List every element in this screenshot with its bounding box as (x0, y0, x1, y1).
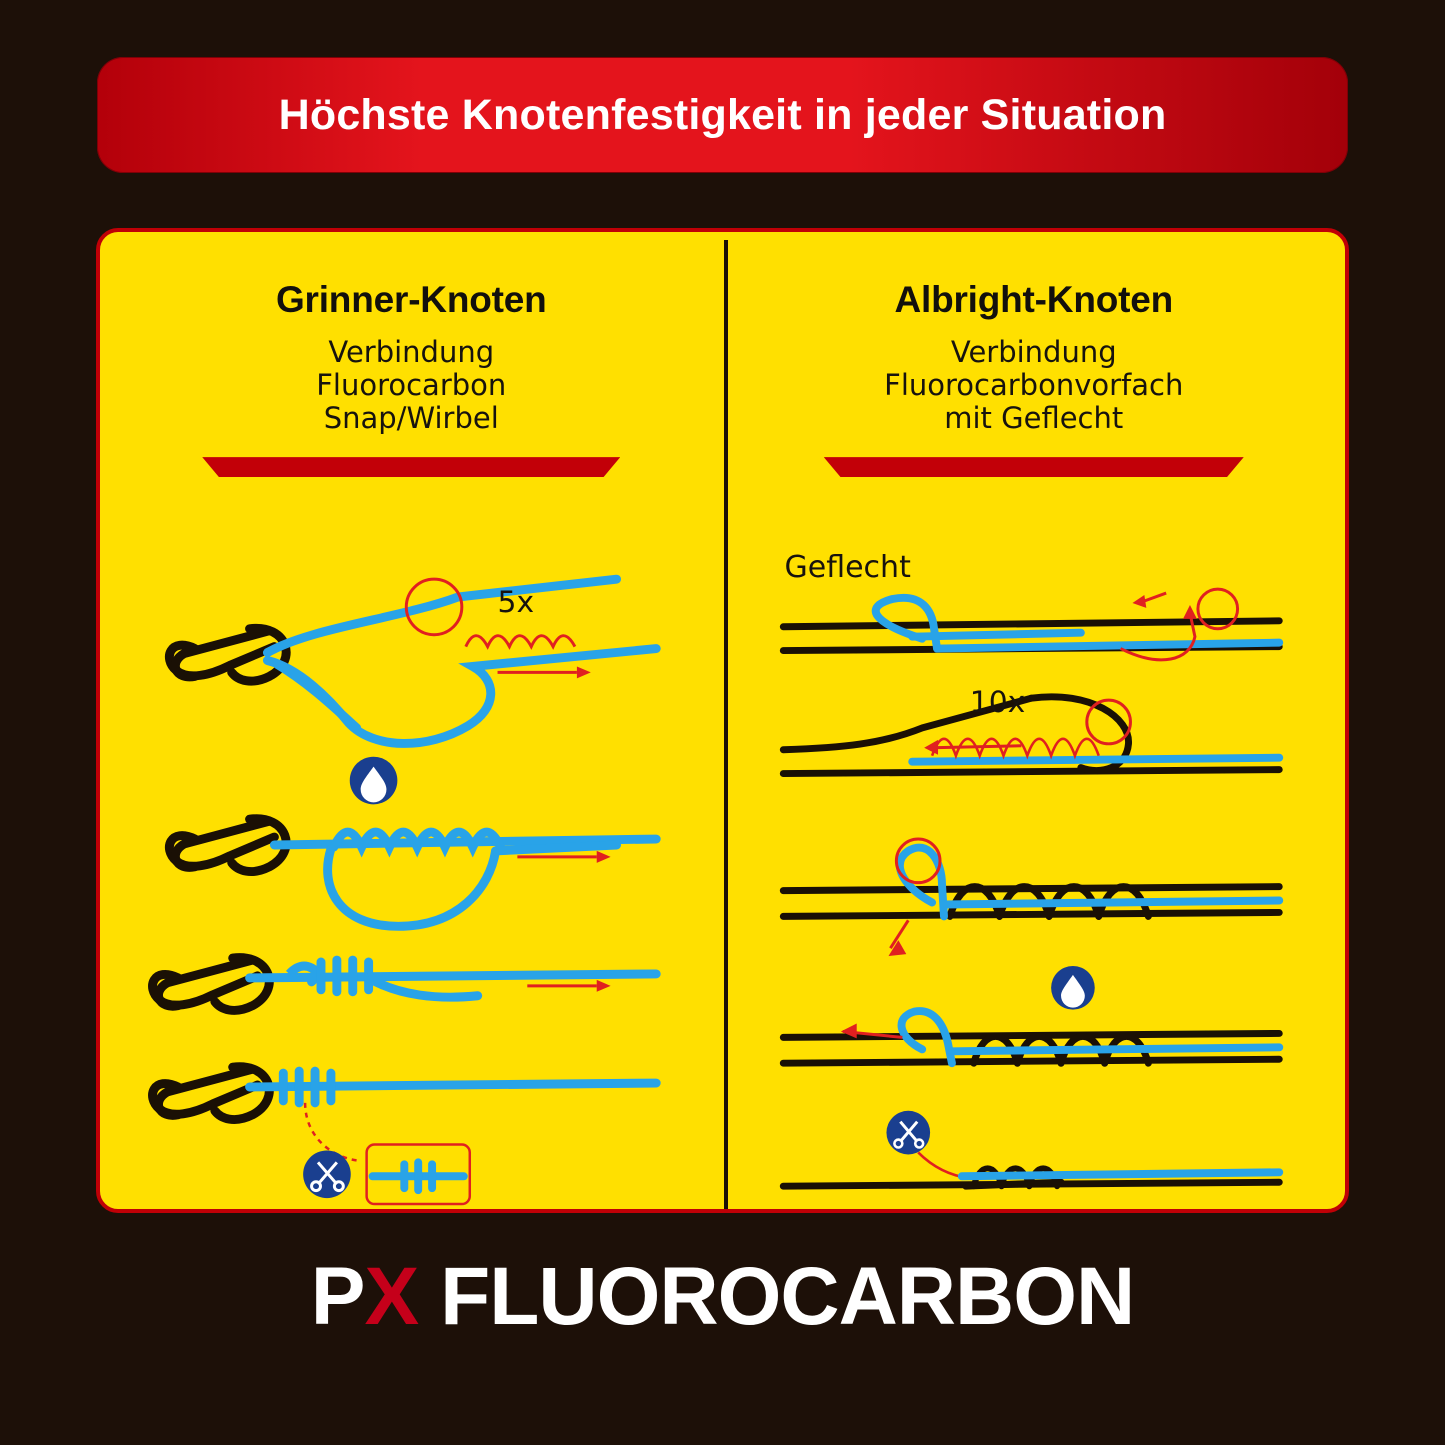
water-drop-icon (350, 757, 398, 805)
subtitle-line: Fluorocarbon (316, 368, 507, 403)
grinner-step-4 (153, 1067, 657, 1204)
scissors-icon (886, 1111, 930, 1155)
knot-panel-grinner (100, 232, 723, 1209)
subtitle-line: Snap/Wirbel (323, 401, 499, 436)
footer-brand (0, 1250, 1445, 1344)
brand-p: P (310, 1251, 365, 1342)
knot-panel-albright (723, 232, 1346, 1209)
grinner-step-1 (169, 579, 656, 743)
subtitle-line: Verbindung (328, 335, 495, 369)
albright-knot-diagram (723, 232, 1346, 1209)
grinner-step-3 (153, 958, 657, 1011)
grinner-step-2 (169, 819, 656, 927)
subtitle-line: Verbindung (950, 335, 1117, 369)
braid-line-label: Geflecht (784, 550, 911, 585)
subtitle-line: Fluorocarbonvorfach (884, 368, 1184, 403)
brand-lockup (0, 1250, 1445, 1344)
brand-x: X (364, 1251, 419, 1342)
panel-divider (724, 240, 728, 1209)
knot-detail-inset (367, 1145, 470, 1205)
albright-step-4 (783, 1011, 1279, 1063)
wrap-count-label-grinner: 5x (497, 584, 535, 620)
subtitle-line: mit Geflecht (944, 401, 1124, 436)
albright-step-2 (783, 685, 1279, 773)
page-title: Höchste Knotenfestigkeit in jeder Situation (278, 90, 1167, 139)
header-banner (97, 57, 1348, 173)
instruction-card (96, 228, 1349, 1213)
albright-step-1 (783, 589, 1279, 660)
brand-main: FLUOROCARBON (440, 1251, 1135, 1342)
albright-step-5 (783, 1111, 1279, 1186)
grinner-knot-diagram (100, 232, 723, 1209)
knot-title-grinner: Grinner-Knoten (275, 279, 547, 320)
water-drop-icon (1051, 966, 1095, 1010)
scissors-icon (303, 1150, 351, 1198)
albright-step-3 (783, 839, 1279, 956)
wrap-count-label-albright: 10x (969, 685, 1025, 721)
knot-title-albright: Albright-Knoten (894, 279, 1174, 320)
